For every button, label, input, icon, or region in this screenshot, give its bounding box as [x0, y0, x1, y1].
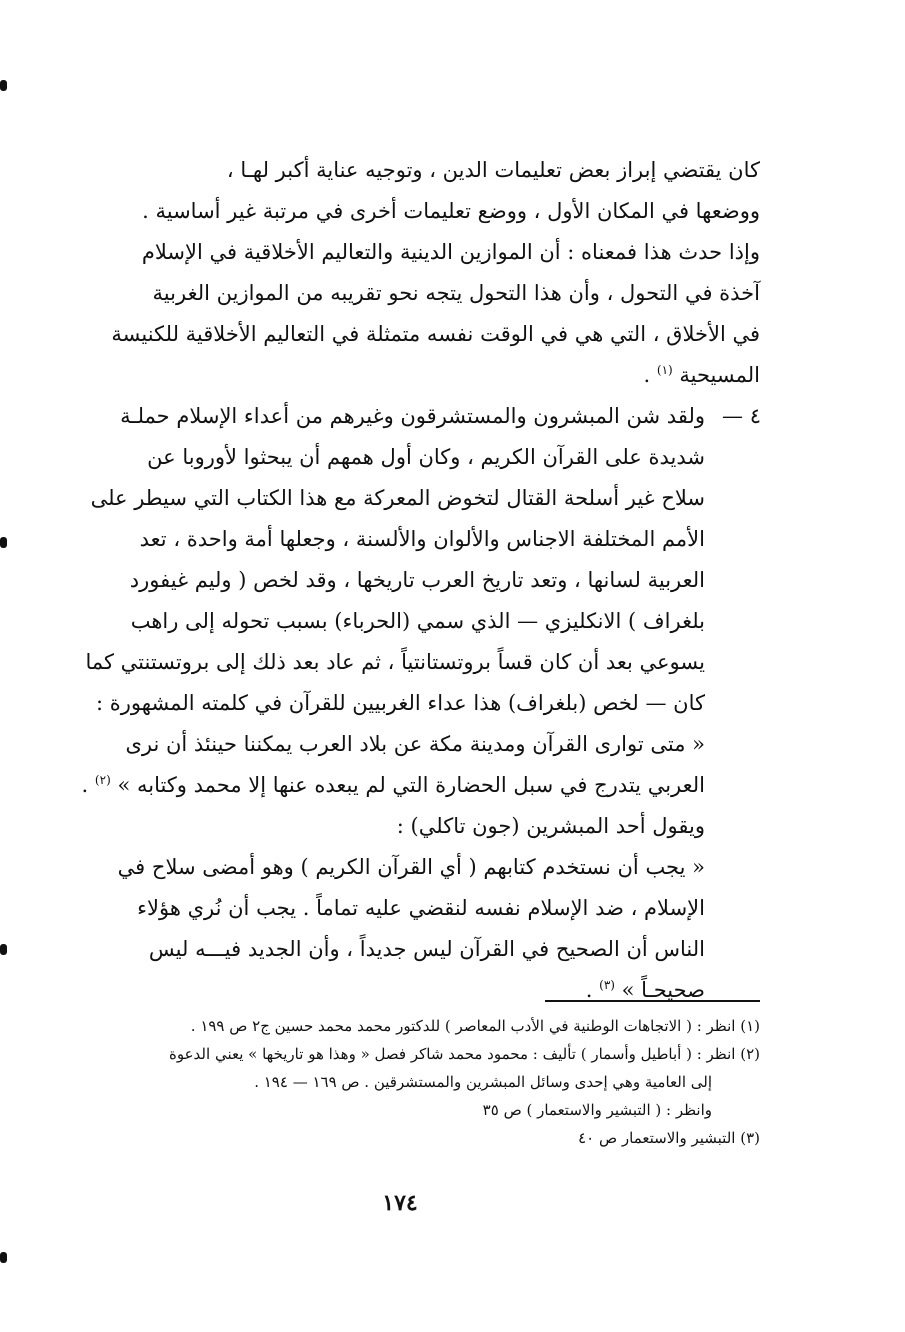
- text-line: العربية لسانها ، وتعد تاريخ العرب تاريخها ، وقد لخص ( وليم غيفورد: [129, 568, 705, 592]
- quote-line: الإسلام ، ضد الإسلام نفسه لنقضي عليه تماماً . يجب أن نُري هؤلاء: [137, 896, 705, 920]
- text-line: ويقول أحد المبشرين (جون تاكلي) :: [396, 814, 705, 838]
- scan-mark: [0, 1252, 7, 1263]
- main-text: [81, 150, 761, 1011]
- sentence-end: .: [643, 363, 651, 387]
- footnote-continuation: إلى العامية وهي إحدى وسائل المبشرين والمستشرقين . ص ١٦٩ — ١٩٤ .: [254, 1073, 712, 1091]
- scan-mark: [0, 80, 7, 91]
- footnote: (٣) التبشير والاستعمار ص ٤٠: [578, 1129, 760, 1147]
- footnote-ref: (١): [656, 363, 673, 377]
- item-number: ٤ —: [722, 404, 761, 428]
- sentence-end: .: [585, 978, 593, 1002]
- footnotes: [90, 1012, 760, 1152]
- page-number: ١٧٤: [382, 1190, 418, 1216]
- footnote-ref: (٣): [599, 978, 615, 992]
- text-line: يسوعي بعد أن كان قساً بروتستانتياً ، ثم عاد بعد ذلك إلى بروتستنتي كما: [85, 650, 705, 674]
- text-fragment: صحيحـاً »: [621, 978, 705, 1002]
- text-line: الأمم المختلفة الاجناس والألوان والألسنة ، وجعلها أمة واحدة ، تعد: [139, 527, 705, 551]
- footnote-divider: [545, 1000, 760, 1002]
- footnote-ref: (٢): [94, 773, 111, 787]
- text-line: آخذة في التحول ، وأن هذا التحول يتجه نحو تقريبه من الموازين الغربية: [152, 281, 760, 305]
- text-line: [90, 355, 760, 396]
- text-line: سلاح غير أسلحة القتال لتخوض المعركة مع هذا الكتاب التي سيطر على: [90, 486, 705, 510]
- text-line: وإذا حدث هذا فمعناه : أن الموازين الدينية والتعاليم الأخلاقية في الإسلام: [141, 240, 760, 264]
- text-fragment: المسيحية: [679, 363, 760, 387]
- quote-line: الناس أن الصحيح في القرآن ليس جديداً ، وأن الجديد فيـــه ليس: [148, 937, 705, 961]
- text-line: ولقد شن المبشرون والمستشرقون وغيرهم من أعداء الإسلام حملـة: [120, 404, 705, 428]
- text-fragment: العربي يتدرج في سبل الحضارة التي لم يبعده عنها إلا محمد وكتابه »: [117, 773, 705, 797]
- text-line: بلغراف ) الانكليزي — الذي سمي (الحرباء) بسبب تحوله إلى راهب: [130, 609, 705, 633]
- quote-line: « متى توارى القرآن ومدينة مكة عن بلاد العرب يمكننا حينئذ أن نرى: [125, 732, 705, 756]
- footnote: (١) انظر : ( الاتجاهات الوطنية في الأدب المعاصر ) للدكتور محمد محمد حسين ج٢ ص ١٩٩ .: [190, 1017, 760, 1035]
- footnote-continuation: وانظر : ( التبشير والاستعمار ) ص ٣٥: [482, 1101, 712, 1119]
- text-line: في الأخلاق ، التي هي في الوقت نفسه متمثلة في التعاليم الأخلاقية للكنيسة: [111, 322, 760, 346]
- quote-line: [81, 765, 760, 806]
- text-line: كان يقتضي إبراز بعض تعليمات الدين ، وتوجيه عناية أكبر لهـا ،: [226, 158, 760, 182]
- text-line: كان — لخص (بلغراف) هذا عداء الغربيين للقرآن في كلمته المشهورة :: [96, 691, 705, 715]
- sentence-end: .: [81, 773, 89, 797]
- quote-line: [90, 970, 760, 1011]
- numbered-item: [81, 396, 761, 1011]
- scan-mark: [0, 537, 7, 548]
- text-line: ووضعها في المكان الأول ، ووضع تعليمات أخرى في مرتبة غير أساسية .: [142, 199, 760, 223]
- text-line: شديدة على القرآن الكريم ، وكان أول همهم أن يبحثوا لأوروبا عن: [147, 445, 705, 469]
- footnote: (٢) انظر : ( أباطيل وأسمار ) تأليف : محمود محمد شاكر فصل « وهذا هو تاريخها » يعني الدعوة: [169, 1045, 760, 1063]
- quote-line: « يجب أن نستخدم كتابهم ( أي القرآن الكريم ) وهو أمضى سلاح في: [117, 855, 705, 879]
- scan-mark: [0, 944, 7, 955]
